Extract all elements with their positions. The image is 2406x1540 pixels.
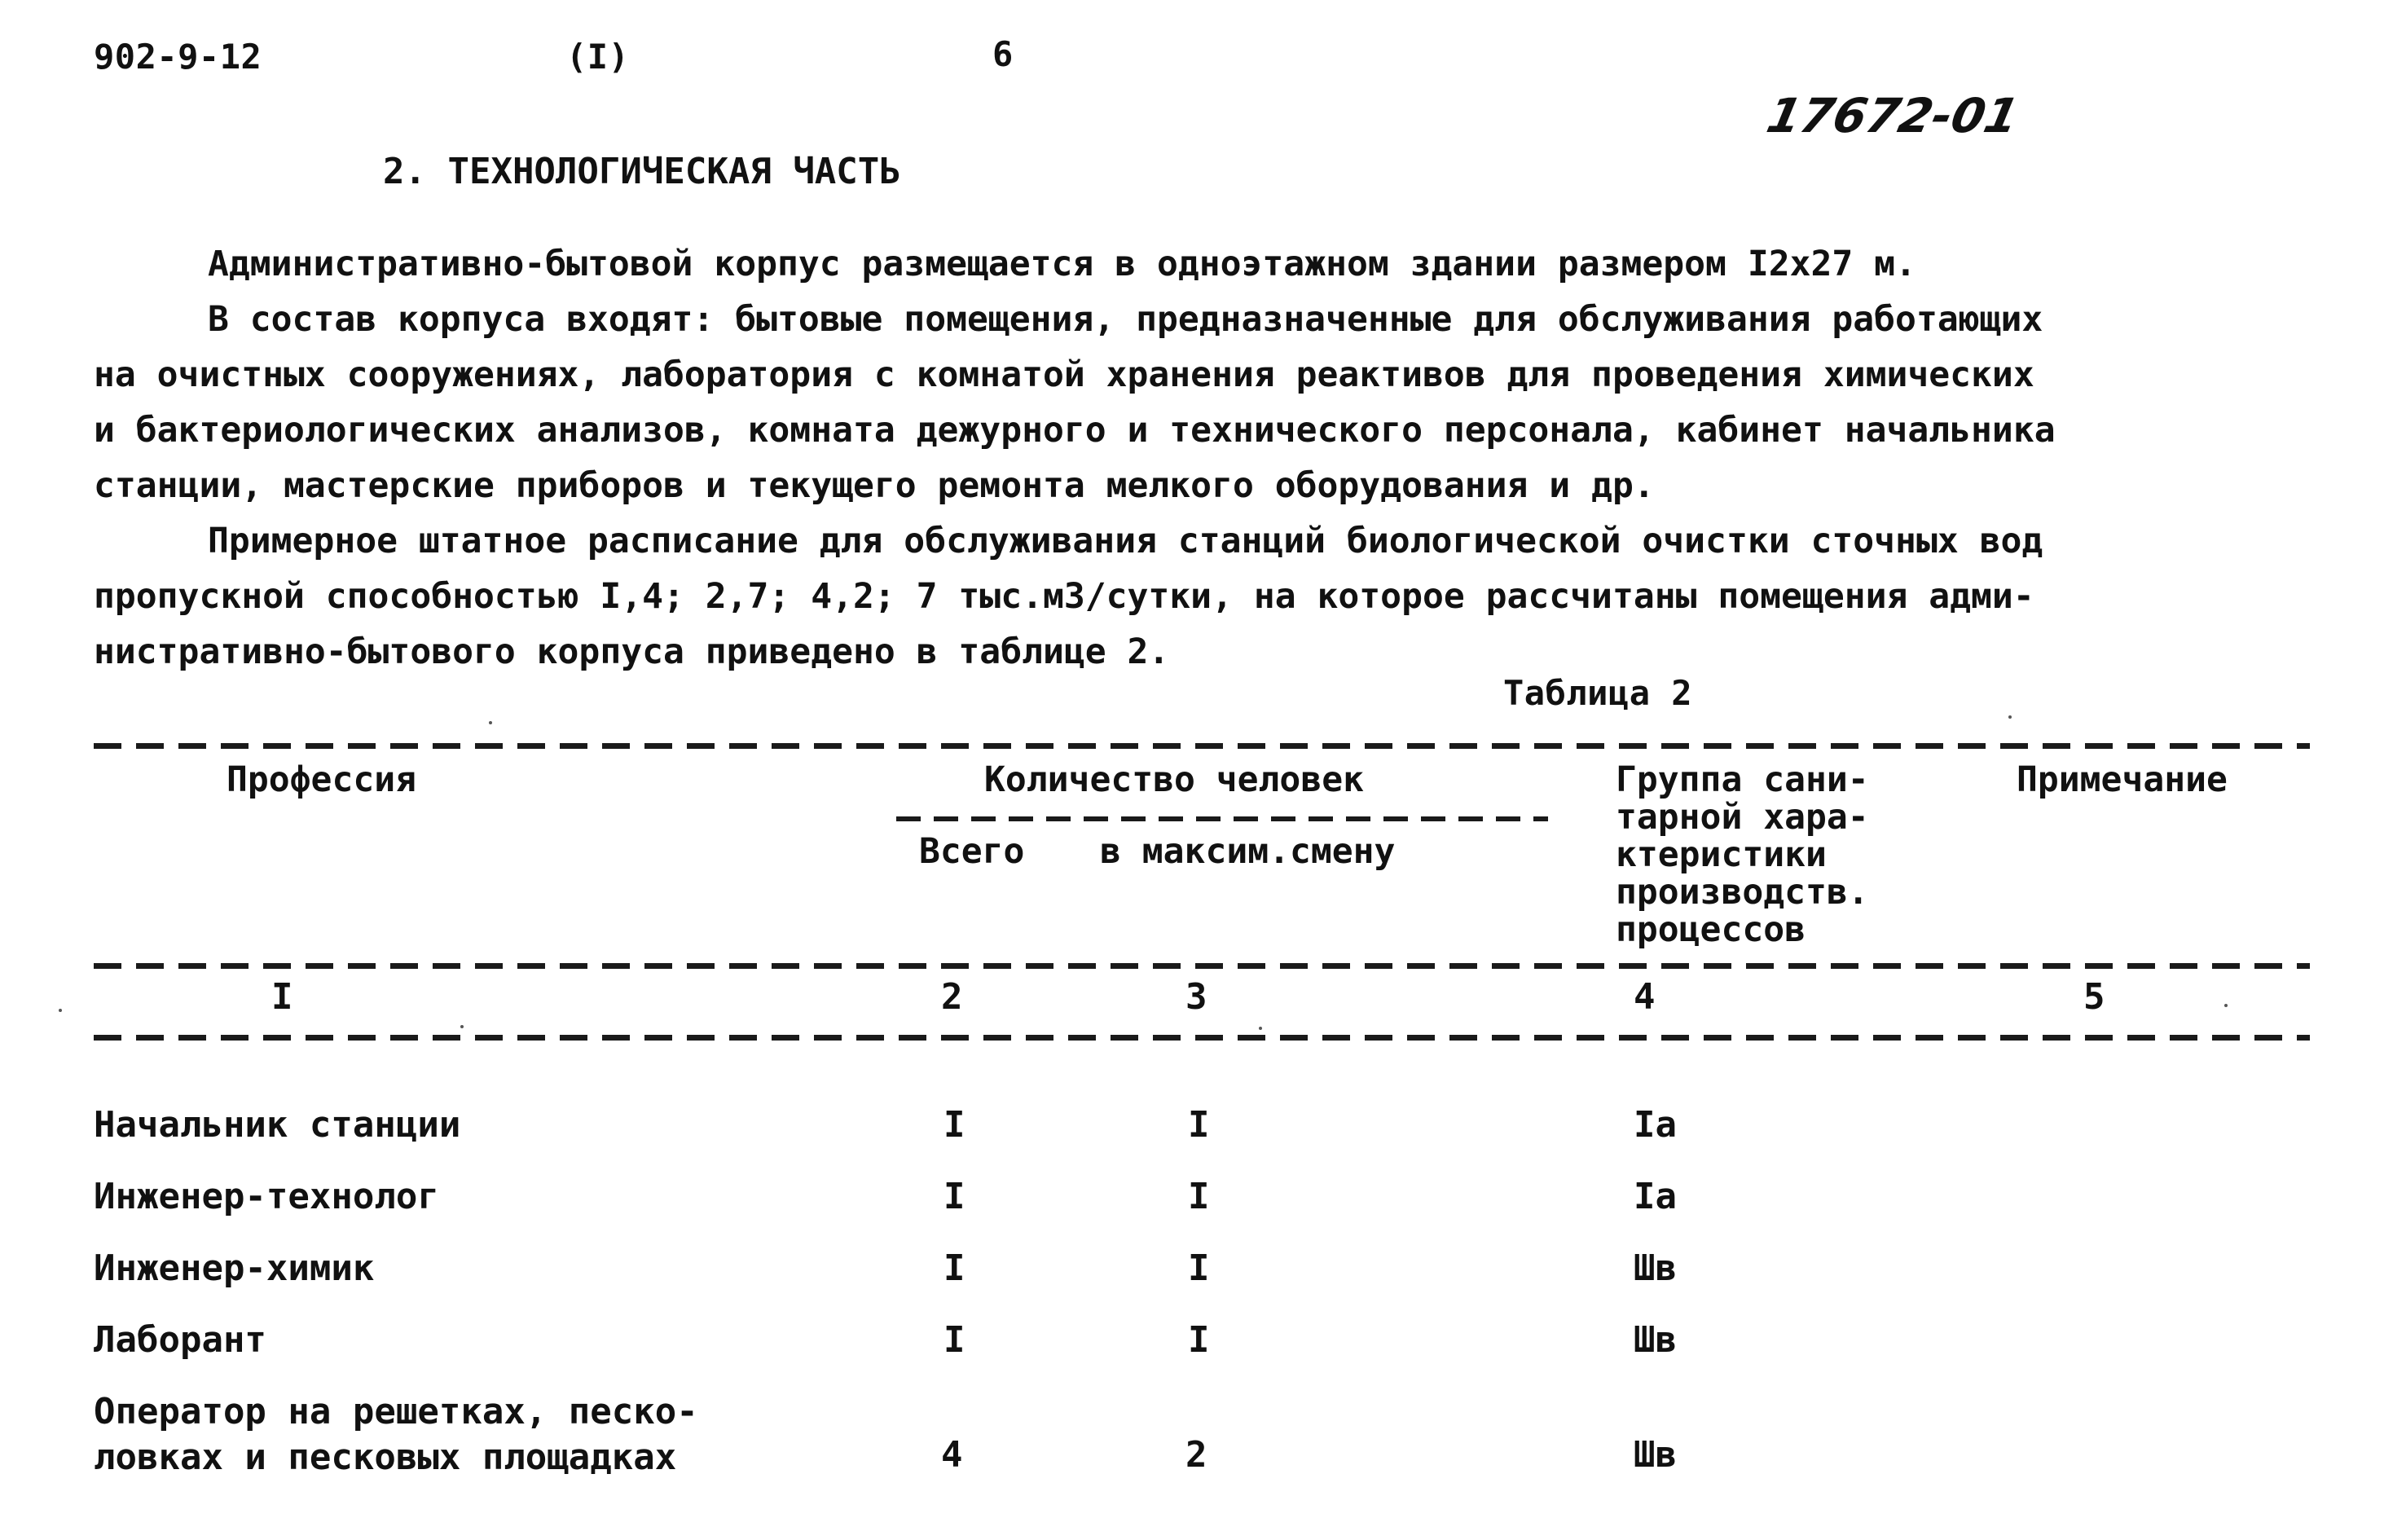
table-caption: Таблица 2 [1503, 673, 1693, 713]
row-group: Шв [1634, 1319, 1677, 1361]
row-profession: Начальник станции [94, 1104, 461, 1146]
row-profession: Инженер-химик [94, 1247, 375, 1289]
header-max-shift: в максим.смену [1100, 831, 1396, 872]
row-total: 4 [941, 1434, 963, 1476]
row-max-shift: 2 [1185, 1434, 1207, 1476]
document-part: (I) [566, 37, 630, 77]
paragraph-line-3: на очистных сооружениях, лаборатория с комнатой хранения реактивов для проведения химических [94, 354, 2034, 395]
header-group-line: производств. [1616, 872, 1869, 913]
paragraph-line-2: В состав корпуса входят: бытовые помещения, предназначенные для обслуживания работающих [208, 299, 2043, 340]
scan-speck [1259, 1027, 1262, 1030]
row-profession: Лаборант [94, 1319, 266, 1361]
row-total: I [943, 1104, 965, 1146]
paragraph-line-6: Примерное штатное расписание для обслуживания станций биологической очистки сточных вод [208, 521, 2043, 561]
header-count-group: Количество человек [984, 759, 1364, 800]
handwritten-number: 17672-01 [1762, 88, 2024, 143]
header-group-line: ктеристики [1616, 834, 1827, 875]
header-group-line: процессов [1616, 909, 1806, 950]
scan-speck [460, 1025, 464, 1028]
section-title: 2. ТЕХНОЛОГИЧЕСКАЯ ЧАСТЬ [383, 151, 901, 192]
row-max-shift: I [1188, 1319, 1210, 1361]
row-max-shift: I [1188, 1176, 1210, 1217]
row-total: I [943, 1319, 965, 1361]
paragraph-line-4: и бактериологических анализов, комната дежурного и технического персонала, кабинет начальника [94, 410, 2056, 451]
column-number: I [271, 976, 293, 1018]
scan-speck [2224, 1004, 2228, 1007]
column-number: 5 [2083, 976, 2105, 1018]
header-profession: Профессия [227, 759, 416, 800]
row-profession-line-1: Оператор на решетках, песко- [94, 1391, 698, 1432]
row-group: Iа [1634, 1176, 1677, 1217]
scan-speck [59, 1009, 62, 1012]
header-note: Примечание [2017, 759, 2228, 800]
page-number: 6 [992, 34, 1014, 74]
row-total: I [943, 1247, 965, 1289]
scan-speck [489, 721, 492, 724]
header-total: Всего [919, 831, 1025, 872]
row-group: Шв [1634, 1247, 1677, 1289]
column-number: 2 [941, 976, 963, 1018]
paragraph-line-5: станции, мастерские приборов и текущего ремонта мелкого оборудования и др. [94, 465, 1655, 506]
row-group: Шв [1634, 1434, 1677, 1476]
column-number: 3 [1185, 976, 1207, 1018]
row-total: I [943, 1176, 965, 1217]
header-subrule [896, 816, 1548, 821]
scan-speck [2008, 715, 2012, 719]
numbers-bottom-rule [94, 1035, 2310, 1041]
header-group-line: тарной хара- [1616, 797, 1869, 838]
row-profession: Инженер-технолог [94, 1176, 439, 1217]
row-max-shift: I [1188, 1104, 1210, 1146]
paragraph-line-7: пропускной способностью I,4; 2,7; 4,2; 7 тыс.м3/сутки, на которое рассчитаны помещения адми- [94, 576, 2034, 617]
row-max-shift: I [1188, 1247, 1210, 1289]
document-code: 902-9-12 [94, 37, 262, 77]
header-group-line: Группа сани- [1616, 759, 1869, 800]
row-group: Iа [1634, 1104, 1677, 1146]
header-bottom-rule [94, 963, 2310, 969]
table-top-rule [94, 743, 2310, 749]
column-number: 4 [1634, 976, 1656, 1018]
row-profession-line-2: ловках и песковых площадках [94, 1437, 677, 1478]
paragraph-line-1: Административно-бытовой корпус размещается в одноэтажном здании размером I2x27 м. [208, 244, 1916, 284]
paragraph-line-8: нистративно-бытового корпуса приведено в таблице 2. [94, 631, 1170, 672]
